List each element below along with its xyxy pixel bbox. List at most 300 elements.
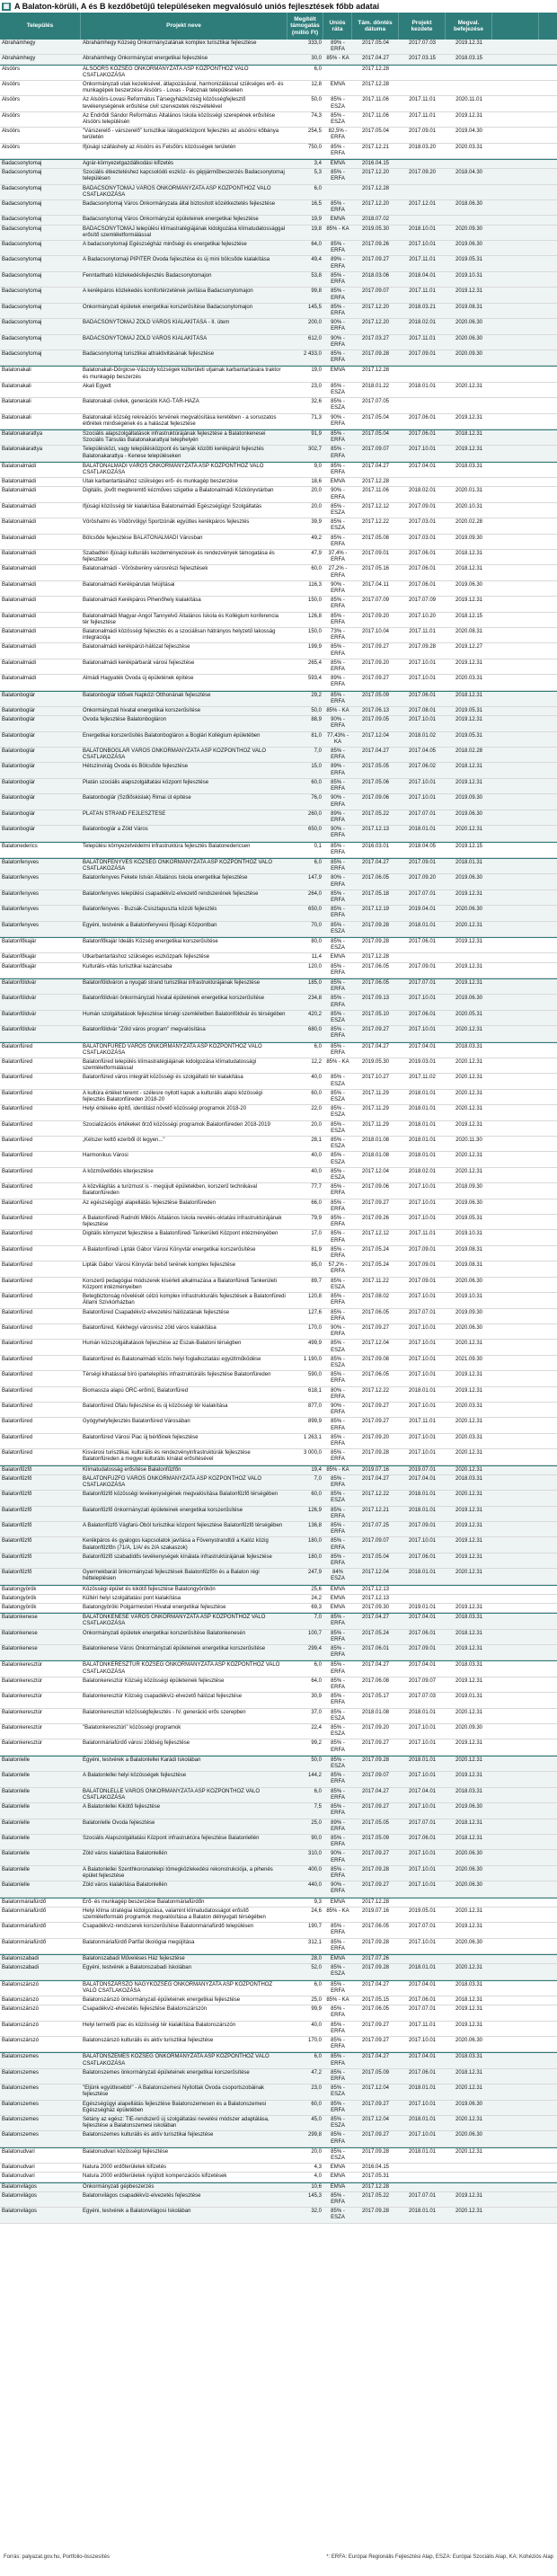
- cell-rate: 85% - ERFA: [331, 692, 345, 704]
- cell-support: 60,0: [311, 1492, 322, 1498]
- cell-support: 180,0: [307, 1538, 322, 1545]
- cell-start: 2017.10.01: [408, 659, 437, 666]
- cell-support: 24,2: [311, 1595, 322, 1601]
- cell-spacer: [492, 613, 539, 627]
- cell-decision: 2017.04.27: [361, 748, 390, 755]
- cell-project: Egyéni, testvérek a Balatonvilágosi Iskolában: [83, 2209, 191, 2215]
- cell-decision: 2017.11.29: [362, 1090, 389, 1096]
- cell-support: 302,7: [307, 447, 322, 453]
- cell-start: 2017.09.01: [408, 963, 437, 969]
- cell-support: 64,0: [311, 242, 322, 248]
- cell-rate: 90% - ERFA: [331, 717, 345, 730]
- cell-start: 2017.10.01: [408, 1804, 437, 1810]
- table-row: [0, 1152, 557, 1167]
- cell-support: 7,0: [314, 1615, 322, 1621]
- cell-project: Balatonlelle Óvoda fejlesztése: [83, 1819, 155, 1826]
- cell-project: Humán közszolgáltatások fejlesztése az Észak-Balatoni térségben: [83, 1341, 242, 1347]
- cell-rate: [323, 185, 352, 199]
- cell-spacer: [492, 1939, 539, 1953]
- cell-rate: 85% - KA: [326, 226, 349, 232]
- cell-spacer: [492, 367, 539, 381]
- cell-settlement: Balatonlelle: [2, 1866, 31, 1872]
- cell-project: Balatonföldvári önkormányzati hivatal épületének energetikai korszerűsítése: [83, 996, 265, 1002]
- cell-start: 2019.03.01: [408, 1059, 437, 1065]
- cell-start: 2017.10.01: [408, 717, 437, 723]
- cell-project: Balatonakali-Dörgicse-Vászoly községek külterületi utjainak karbantartására traktor és munkagép beszerzés: [83, 367, 281, 380]
- cell-spacer: [492, 2116, 539, 2130]
- cell-rate: EMVA: [330, 1595, 346, 1601]
- cell-rate: EMVA: [330, 1605, 346, 1611]
- table-row: [0, 1996, 557, 2005]
- cell-support: 70,0: [311, 922, 322, 928]
- table-row: [0, 826, 557, 841]
- cell-start: 2017.10.01: [408, 1939, 437, 1945]
- cell-project: Balatonalmádi kerékpárút-hálózat fejlesztése: [83, 644, 190, 651]
- cell-decision: 2017.09.06: [361, 1184, 390, 1191]
- cell-rate: 85% - ERFA: [331, 304, 345, 316]
- cell-project: Közösségi épület és kikötő fejlesztése Balatongyörökön: [83, 1586, 216, 1592]
- cell-settlement: Balatonfüred: [2, 1246, 33, 1253]
- cell-decision: 2017.06.08: [361, 1677, 390, 1684]
- cell-start: 2018.03.20: [408, 144, 437, 150]
- cell-spacer: [492, 890, 539, 905]
- cell-support: 145,3: [307, 2192, 322, 2199]
- cell-end: 2019.09.30: [455, 1309, 483, 1315]
- cell-project: Kerékpáros és gyalogos kapcsolatok javítása a Fövenystrandtól a Kalóz közig Balatonfűzfőn (71/A, 1/A/ és 2/A szakaszok): [83, 1538, 269, 1551]
- table-row: [0, 1803, 557, 1819]
- cell-project: Balatonboglár Idősek Napközi Otthonának fejlesztése: [83, 692, 211, 698]
- cell-end: 2019.12.31: [455, 1387, 483, 1394]
- cell-end: 2019.08.31: [455, 304, 483, 310]
- cell-support: 1 190,0: [303, 1356, 322, 1362]
- cell-project: Egyéni, testvérek a Balatonfenyvesi Ifjúsági Központban: [83, 922, 217, 928]
- cell-rate: 90% - ERFA: [331, 414, 345, 427]
- cell-support: 30,9: [311, 1694, 322, 1700]
- cell-support: 71,3: [311, 414, 322, 420]
- cell-end: 2020.12.31: [455, 1419, 483, 1425]
- col-header-support: Megítélt támogatás (millió Ft): [287, 13, 323, 40]
- cell-end: 2019.08.31: [455, 1246, 483, 1253]
- cell-spacer: [492, 1788, 539, 1802]
- cell-rate: 85% - ERFA: [331, 2132, 345, 2145]
- cell-settlement: Balatonfüred: [2, 1199, 33, 1206]
- cell-decision: 2016.03.01: [361, 843, 390, 849]
- table-row: [0, 304, 557, 319]
- cell-start: 2017.11.01: [409, 629, 436, 635]
- cell-start: 2018.01.01: [408, 1387, 437, 1394]
- cell-end: 2018.03.31: [455, 1662, 483, 1669]
- cell-end: 2019.12.31: [455, 2192, 483, 2199]
- cell-settlement: Balatonfenyves: [2, 875, 40, 881]
- cell-end: 2019.12.31: [455, 1740, 483, 1747]
- table-row: [0, 350, 557, 366]
- cell-settlement: Balatonfüred: [2, 1309, 33, 1315]
- cell-end: 2020.06.30: [455, 335, 483, 341]
- cell-decision: 2017.09.27: [361, 1403, 390, 1409]
- cell-support: 22,0: [311, 1106, 322, 1112]
- cell-decision: 2017.09.05: [361, 717, 390, 723]
- cell-start: [399, 160, 446, 168]
- cell-support: 32,6: [311, 399, 322, 405]
- cell-project: Badacsonytomaj Város Önkormányzata által biztosított közétkeztetés fejlesztése: [83, 201, 276, 208]
- cell-rate: 85% - KA: [326, 708, 349, 714]
- cell-project: Helyi értékeke építő, identitást növelő közösségi programok 2018-20: [83, 1106, 247, 1112]
- cell-end: 2018.09.30: [455, 1184, 483, 1191]
- cell-settlement: Balatonboglár: [2, 732, 36, 739]
- cell-support: 1 263,1: [303, 1434, 322, 1440]
- cell-start: 2018.01.01: [408, 1570, 437, 1576]
- cell-start: 2018.01.01: [408, 1507, 437, 1513]
- table-row: [0, 613, 557, 628]
- cell-project: Balatonfűzfő közösségi tevékenységének megvalósítása Balatonfűzfő térségében: [83, 1492, 278, 1498]
- table-row: [0, 398, 557, 413]
- cell-settlement: Balatonakali: [2, 399, 31, 405]
- table-row: [0, 978, 557, 995]
- cell-start: 2017.10.01: [408, 1324, 437, 1331]
- cell-settlement: Balatonmáriafürdő: [2, 1899, 47, 1905]
- cell-spacer: [492, 430, 539, 445]
- cell-end: 2020.06.30: [455, 2037, 483, 2043]
- cell-settlement: Balatonalmádi: [2, 566, 37, 572]
- cell-rate: 85% - ERFA: [331, 1630, 345, 1642]
- cell-decision: 2017.05.22: [361, 2192, 390, 2199]
- cell-decision: 2017.12.22: [361, 519, 390, 526]
- cell-spacer: [492, 581, 539, 596]
- cell-decision: 2017.06.05: [361, 963, 390, 969]
- cell-support: 25,0: [311, 1996, 322, 2003]
- table-row: [0, 414, 557, 429]
- table-row: [0, 1475, 557, 1491]
- cell-support: 23,0: [311, 2085, 322, 2092]
- cell-decision: 2017.12.20: [361, 170, 390, 176]
- cell-decision: 2017.07.25: [361, 1522, 390, 1528]
- cell-rate: 85% - ERFA: [331, 144, 345, 156]
- cell-project: Csapadékvíz-rendszerek korszerűsítése Balatonmáriafürdő településen: [83, 1924, 254, 1930]
- cell-end: 2020.12.31: [455, 1450, 483, 1456]
- cell-settlement: Balatonfüred: [2, 1419, 33, 1425]
- cell-support: 145,5: [307, 304, 322, 310]
- cell-rate: 85% - ESZA: [331, 399, 345, 412]
- cell-settlement: Balatonfüred: [2, 1059, 33, 1065]
- cell-support: 50,0: [311, 97, 322, 103]
- cell-rate: 89% - ERFA: [331, 764, 345, 776]
- cell-spacer: [492, 938, 539, 952]
- cell-support: 64,0: [311, 1677, 322, 1684]
- cell-end: 2020.12.31: [455, 383, 483, 389]
- cell-spacer: [492, 216, 539, 224]
- cell-spacer: [492, 1278, 539, 1292]
- table-row: [0, 1449, 557, 1465]
- cell-rate: 89% - ERFA: [331, 676, 345, 688]
- cell-rate: EMVA: [330, 1586, 346, 1592]
- cell-end: 2018.04.30: [455, 170, 483, 176]
- cell-decision: 2017.05.24: [361, 1262, 390, 1269]
- cell-settlement: Balatonfenyves: [2, 922, 40, 928]
- cell-spacer: [492, 128, 539, 142]
- cell-settlement: Balatonföldvár: [2, 979, 37, 986]
- cell-settlement: Balatonszemes: [2, 2132, 40, 2138]
- cell-decision: 2017.09.27: [361, 1199, 390, 1206]
- cell-end: 2020.12.31: [455, 2117, 483, 2123]
- cell-rate: 85% - ERFA: [331, 1216, 345, 1228]
- cell-rate: 90% - ERFA: [331, 1324, 345, 1338]
- cell-support: 19,8: [311, 226, 322, 232]
- cell-spacer: [492, 1923, 539, 1937]
- cell-settlement: Balatongyörök: [2, 1595, 37, 1601]
- cell-support: 120,8: [307, 1294, 322, 1300]
- cell-start: 2017.10.01: [408, 2132, 437, 2138]
- col-header-rate: Uniós ráta: [323, 13, 352, 40]
- cell-end: 2020.10.31: [455, 503, 483, 509]
- table-row: [0, 1090, 557, 1105]
- cell-end: 2019.09.30: [455, 795, 483, 801]
- cell-decision: 2017.09.28: [361, 922, 390, 928]
- cell-start: 2017.11.01: [409, 288, 436, 295]
- cell-spacer: [492, 1630, 539, 1644]
- cell-spacer: [492, 112, 539, 127]
- cell-start: 2017.10.01: [408, 1199, 437, 1206]
- cell-start: 2018.01.01: [408, 2117, 437, 2123]
- cell-decision: 2017.07.26: [361, 1955, 390, 1961]
- cell-decision: 2017.12.19: [361, 907, 390, 913]
- cell-decision: 2017.09.20: [361, 1725, 390, 1731]
- cell-end: 2018.03.31: [455, 1788, 483, 1794]
- cell-decision: 2017.09.27: [361, 2132, 390, 2138]
- cell-decision: 2017.04.27: [361, 1981, 390, 1987]
- cell-settlement: Balatonszárszó: [2, 1996, 40, 2003]
- cell-spacer: [492, 550, 539, 564]
- cell-start: 2017.10.01: [408, 1403, 437, 1409]
- cell-support: 299,4: [307, 1646, 322, 1652]
- cell-decision: 2017.12.04: [361, 2085, 390, 2092]
- cell-support: 69,3: [311, 1605, 322, 1611]
- cell-end: 2018.03.15: [455, 56, 483, 62]
- cell-decision: 2017.11.22: [362, 1278, 389, 1284]
- cell-end: 2020.12.31: [455, 1059, 483, 1065]
- cell-spacer: [492, 1215, 539, 1229]
- cell-spacer: [492, 1835, 539, 1849]
- cell-decision: 2017.09.27: [361, 257, 390, 263]
- cell-end: 2018.03.31: [455, 1043, 483, 1049]
- cell-rate: 85% - ERFA: [331, 1434, 345, 1447]
- cell-support: 2 433,0: [303, 350, 322, 357]
- cell-rate: 89% - ERFA: [331, 810, 345, 823]
- cell-decision: 2017.06.05: [361, 1924, 390, 1930]
- cell-rate: 85% - ERFA: [331, 1043, 345, 1056]
- cell-project: Balatonföldvár "Zöld város program" megvalósítása: [83, 1027, 206, 1033]
- cell-start: 2017.11.01: [409, 97, 436, 103]
- cell-project: Balatonszárszó önkormányzati épületeinek energetikai fejlesztése: [83, 1996, 241, 2003]
- cell-rate: 85% - KA: [326, 1466, 349, 1473]
- cell-decision: 2017.12.28: [361, 82, 390, 88]
- cell-settlement: Badacsonytomaj: [2, 201, 42, 208]
- cell-end: 2020.12.31: [455, 2085, 483, 2092]
- cell-decision: 2018.01.08: [361, 1709, 390, 1715]
- cell-project: Balatonfüred és Balatonalmádi közös helyi foglalkoztatási együttműködése: [83, 1356, 261, 1362]
- cell-spacer: [492, 953, 539, 961]
- cell-spacer: [492, 906, 539, 920]
- cell-spacer: [492, 1507, 539, 1521]
- cell-end: 2019.06.30: [455, 1199, 483, 1206]
- cell-spacer: [492, 1475, 539, 1490]
- table-row: [0, 1371, 557, 1386]
- table-row: [0, 1980, 557, 1996]
- cell-decision: 2017.03.27: [361, 335, 390, 341]
- cell-start: 2017.04.01: [408, 1043, 437, 1049]
- cell-end: 2019.12.31: [455, 1121, 483, 1128]
- cell-project: Egészségügyi alapellátás fejlesztése Balatonszemesen és a Balatonszemesi Egészségház épületében: [83, 2101, 267, 2113]
- cell-end: 2020.03.31: [455, 676, 483, 682]
- cell-settlement: Alsóörs: [2, 82, 21, 88]
- cell-decision: 2017.09.27: [361, 1851, 390, 1857]
- cell-end: 2020.12.31: [455, 2148, 483, 2155]
- cell-end: 2019.12.31: [455, 938, 483, 944]
- cell-support: 127,6: [307, 1309, 322, 1315]
- cell-decision: 2017.09.28: [361, 1450, 390, 1456]
- cell-decision: 2017.12.04: [361, 1168, 390, 1174]
- cell-project: Natura 2000 erdőterületek nyújtott kompenzációs kifizetések: [83, 2173, 227, 2180]
- cell-spacer: [492, 716, 539, 730]
- cell-rate: 85% - ESZA: [331, 922, 345, 934]
- cell-project: Balatonalmádi Magyar-Angol Tannyelvű Általános Iskola és Kollégium konferencia tér fejlesztése: [83, 613, 279, 625]
- table-row: [0, 1850, 557, 1865]
- cell-spacer: [492, 350, 539, 365]
- cell-end: 2018.03.31: [455, 1475, 483, 1482]
- table-row: [0, 478, 557, 487]
- cell-start: 2017.06.01: [408, 938, 437, 944]
- cell-project: Szocializációs értékeket őrző közösségi programok Balatonfüreden 2018-2019: [83, 1121, 270, 1128]
- cell-rate: 73% - ERFA: [331, 629, 345, 642]
- cell-project: Balatonalmádi közösségi fejlesztés és a szociálisan hátrányos helyzetű lakosság integrációja: [83, 629, 276, 642]
- cell-decision: 2017.12.28: [361, 479, 390, 485]
- cell-spacer: [492, 1340, 539, 1354]
- cell-start: 2018.01.01: [408, 827, 437, 833]
- cell-start: 2017.09.28: [408, 644, 437, 651]
- cell-decision: 2017.06.05: [361, 1372, 390, 1378]
- cell-decision: 2017.05.09: [361, 2069, 390, 2076]
- cell-spacer: [492, 414, 539, 429]
- cell-project: Fenntartható közlekedésfejlesztés Badacsonytomajon: [83, 272, 212, 279]
- cell-settlement: Alsóörs: [2, 97, 21, 103]
- cell-support: 126,9: [307, 1507, 322, 1513]
- cell-project: "Balatonkeresztúri" közösségi programok: [83, 1725, 181, 1731]
- cell-start: 2017.09.01: [408, 1246, 437, 1253]
- cell-support: 247,9: [307, 1570, 322, 1576]
- cell-end: 2018.12.31: [455, 692, 483, 698]
- cell-settlement: Balatonalmádi: [2, 503, 37, 509]
- table-row: [0, 643, 557, 659]
- cell-spacer: [492, 1011, 539, 1025]
- cell-decision: 2017.04.27: [361, 1043, 390, 1049]
- cell-project: Balatonalmádi Kerékpáros Pihenőhely kialakítása: [83, 598, 201, 604]
- cell-settlement: Balatonfüred: [2, 1153, 33, 1159]
- cell-settlement: Balatonszemes: [2, 2085, 40, 2092]
- cell-support: 170,0: [307, 1324, 322, 1331]
- cell-support: 76,0: [311, 795, 322, 801]
- cell-rate: 85% - ERFA: [331, 1835, 345, 1848]
- cell-spacer: [492, 2022, 539, 2036]
- cell-project: Balatonszárszó kulturális és aktív turisztikai fejlesztése: [83, 2037, 214, 2043]
- table-row: [0, 794, 557, 810]
- cell-settlement: Balatonkenese: [2, 1615, 38, 1621]
- cell-start: 2018.01.01: [408, 1153, 437, 1159]
- cell-end: 2019.12.31: [455, 414, 483, 420]
- cell-end: 2020.12.31: [455, 1341, 483, 1347]
- cell-rate: 82,5% - ERFA: [328, 128, 348, 141]
- cell-start: 2017.10.01: [408, 447, 437, 453]
- cell-settlement: Balatonfőkajár: [2, 963, 37, 969]
- cell-support: 254,5: [307, 128, 322, 135]
- cell-project: Szociális Alapszolgáltatási Központ infrastruktúra fejlesztése Balatonlellén: [83, 1835, 260, 1841]
- cell-support: 99,8: [311, 288, 322, 295]
- cell-rate: 85% - ERFA: [331, 1694, 345, 1706]
- table-row: [0, 55, 557, 64]
- table-row: [0, 200, 557, 216]
- cell-start: 2018.01.01: [408, 1757, 437, 1763]
- cell-settlement: Balatonboglár: [2, 692, 36, 698]
- cell-rate: 85% - ERFA: [331, 1522, 345, 1536]
- cell-settlement: Balatonalmádi: [2, 613, 37, 619]
- table-row: [0, 1908, 557, 1923]
- cell-decision: 2017.04.27: [361, 1475, 390, 1482]
- table-row: [0, 1693, 557, 1708]
- cell-support: 15,0: [311, 764, 322, 770]
- cell-spacer: [492, 1199, 539, 1214]
- cell-project: BALATONSZÁRSZÓ NAGYKÖZSÉG ÖNKORMÁNYZATA ASP KÖZPONTHOZ VALÓ CSATLAKOZÁSA: [83, 1981, 273, 1994]
- cell-spacer: [492, 319, 539, 333]
- cell-end: 2019.10.31: [455, 1294, 483, 1300]
- cell-rate: 85% - ESZA: [331, 1106, 345, 1119]
- table-row: [0, 874, 557, 890]
- cell-settlement: Balatonfűzfő: [2, 1492, 32, 1498]
- cell-support: 28,1: [311, 1138, 322, 1144]
- cell-start: 2017.04.01: [408, 1981, 437, 1987]
- table-row: [0, 1939, 557, 1954]
- cell-rate: 85% - ERFA: [331, 644, 345, 657]
- cell-project: Agrár-környezetgazdálkodási kifizetés: [83, 161, 174, 167]
- cell-settlement: Balatonboglár: [2, 795, 36, 801]
- cell-settlement: Balatonlelle: [2, 1757, 31, 1763]
- cell-end: 2019.12.31: [455, 1646, 483, 1652]
- cell-end: 2020.09.30: [455, 1725, 483, 1731]
- cell-spacer: [492, 826, 539, 840]
- table-row: [0, 1819, 557, 1835]
- cell-start: 2017.10.01: [408, 1434, 437, 1440]
- cell-start: 2017.06.01: [408, 414, 437, 420]
- cell-settlement: Balatongyörök: [2, 1605, 37, 1611]
- cell-rate: 85% - KA: [326, 1059, 349, 1065]
- cell-support: 10,6: [311, 2183, 322, 2190]
- cell-project: BALATONKENESE VÁROS ÖNKORMÁNYZATA ASP KÖZPONTHOZ VALÓ CSATLAKOZÁSA: [83, 1615, 266, 1627]
- cell-settlement: Balatonfüred: [2, 1090, 33, 1096]
- table-row: [0, 810, 557, 826]
- table-row: [0, 1403, 557, 1418]
- cell-project: Erő- és munkagép beszerzése Balatonmáriafürdőn: [83, 1899, 205, 1905]
- cell-rate: 85% - ESZA: [331, 503, 345, 516]
- cell-rate: 85% - ERFA: [331, 288, 345, 301]
- cell-rate: 85% - ERFA: [331, 613, 345, 625]
- cell-spacer: [492, 55, 539, 63]
- cell-settlement: Balatonkeresztúr: [2, 1677, 43, 1684]
- cell-decision: 2017.09.26: [361, 1216, 390, 1222]
- cell-spacer: [492, 169, 539, 183]
- cell-rate: 85% - ESZA: [331, 1356, 345, 1368]
- cell-decision: 2018.07.02: [361, 217, 390, 223]
- cell-rate: 90% - ERFA: [331, 1851, 345, 1863]
- cell-settlement: Balatonlelle: [2, 1788, 31, 1794]
- cell-settlement: Balatonmáriafürdő: [2, 1908, 47, 1914]
- cell-settlement: Balatonfüred: [2, 1434, 33, 1440]
